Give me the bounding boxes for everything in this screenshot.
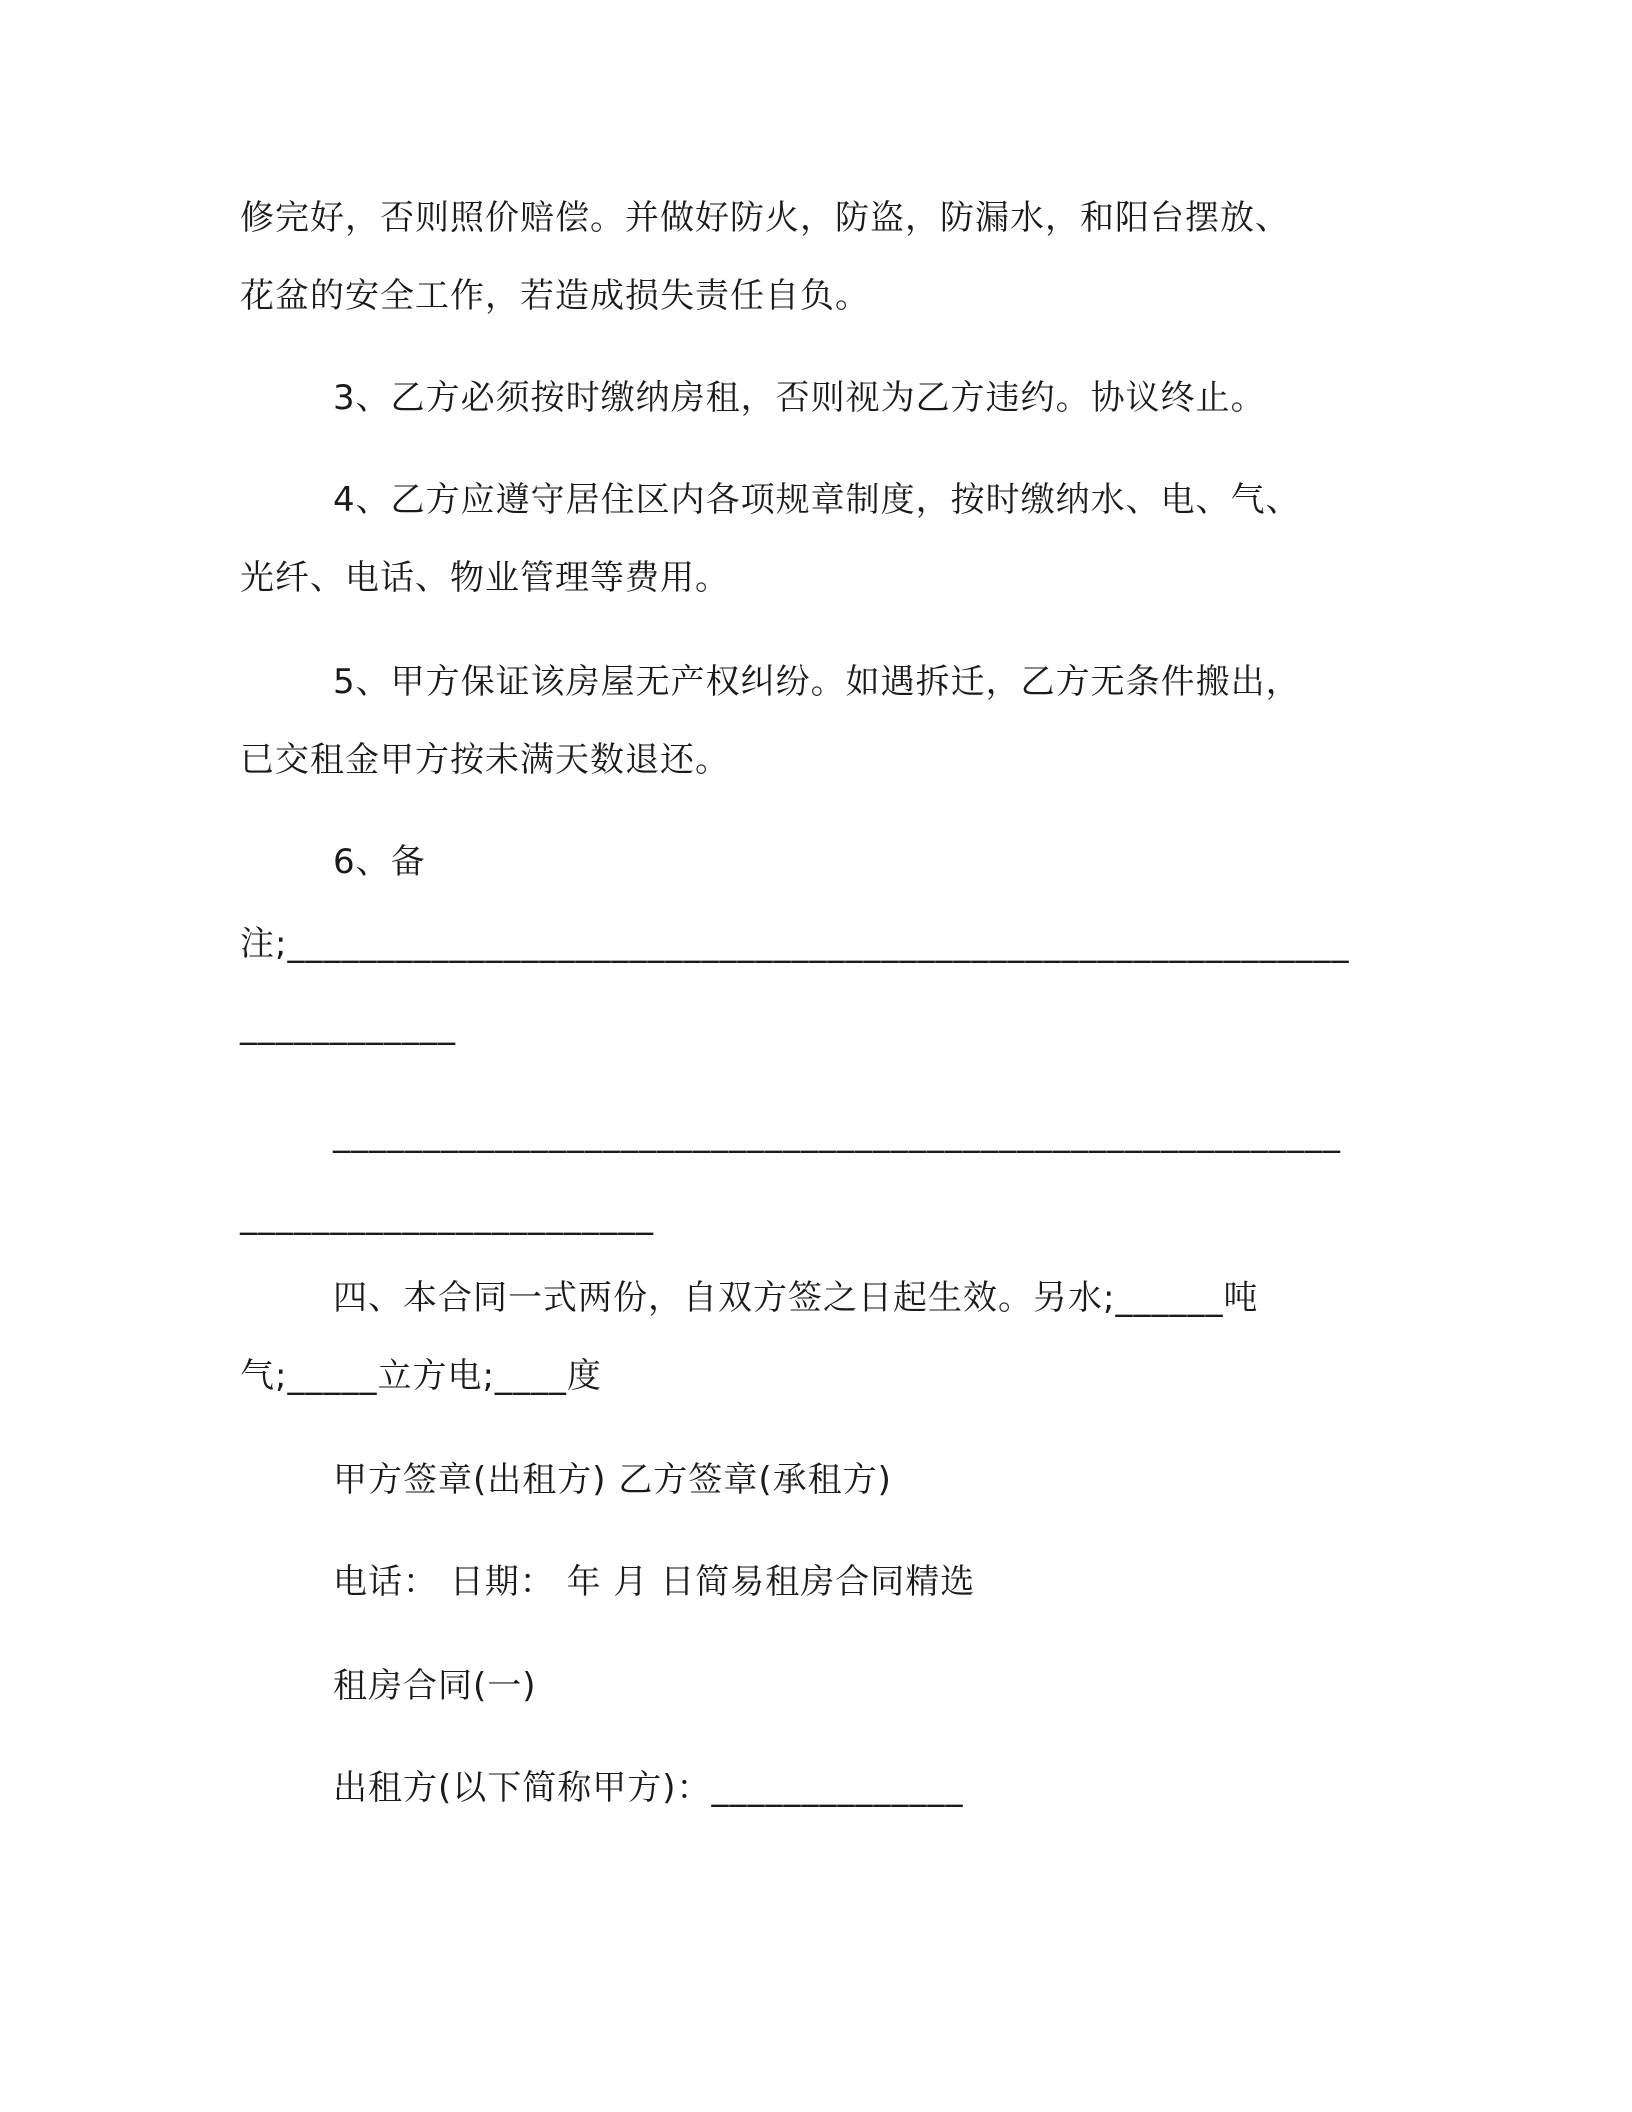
clause-four-effectiveness-line-1: 四、本合同一式两份，自双方签之日起生效。另水;______吨 [333,1278,1259,1318]
clause-4-line-2: 光纤、电话、物业管理等费用。 [240,558,730,598]
lessor-line: 出租方(以下简称甲方)：______________ [333,1768,964,1808]
phone-date-line: 电话： 日期： 年 月 日简易租房合同精选 [333,1562,976,1602]
clause-four-effectiveness-line-2: 气;_____立方电;____度 [240,1356,602,1396]
clause-5-line-2: 已交租金甲方按未满天数退还。 [240,740,730,780]
contract-title: 租房合同(一) [333,1666,537,1706]
remarks-blank-line-4: _______________________ [240,1196,654,1236]
clause-2-continuation-line-1: 修完好，否则照价赔偿。并做好防火，防盗，防漏水，和阳台摆放、 [240,198,1290,238]
remarks-blank-line-3: ________________________________________________________ [333,1114,1341,1154]
clause-6-heading: 6、备 [333,842,426,882]
remarks-blank-line-1: 注;___________________________________________________________ [240,924,1350,964]
signature-line: 甲方签章(出租方) 乙方签章(承租方) [333,1460,892,1500]
clause-4-line-1: 4、乙方应遵守居住区内各项规章制度，按时缴纳水、电、气、 [333,480,1301,520]
clause-2-continuation-line-2: 花盆的安全工作，若造成损失责任自负。 [240,276,870,316]
clause-3: 3、乙方必须按时缴纳房租，否则视为乙方违约。协议终止。 [333,378,1266,418]
remarks-blank-line-2: ____________ [240,1006,456,1046]
clause-5-line-1: 5、甲方保证该房屋无产权纠纷。如遇拆迁，乙方无条件搬出， [333,662,1301,702]
